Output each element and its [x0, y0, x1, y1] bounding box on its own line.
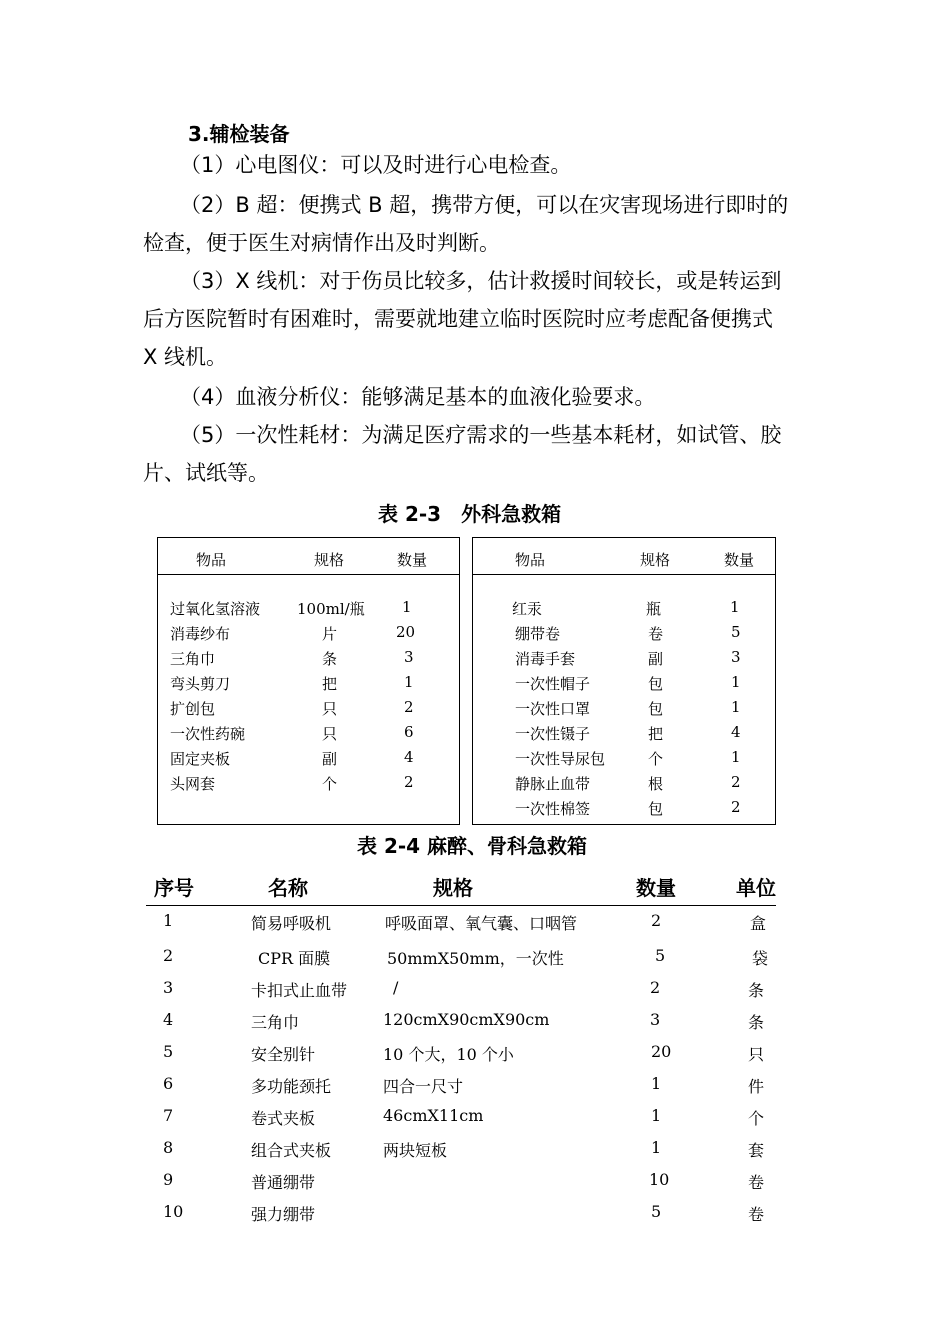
table24-row-spec: 呼吸面罩、氧气囊、口咽管: [385, 914, 578, 933]
table24-header-rule: [146, 905, 776, 906]
table24-row-spec: 50mmX50mm，一次性: [387, 949, 564, 968]
table23-right-row-qty: 1: [730, 598, 740, 616]
table24-row-no: 2: [163, 946, 174, 965]
table24-row-name: 普通绷带: [251, 1173, 316, 1192]
table24-row-name: 多功能颈托: [251, 1077, 332, 1096]
table24-row-no: 8: [163, 1138, 174, 1157]
table23-right-row-spec: 包: [648, 700, 664, 718]
table24-header-qty: 数量: [636, 876, 676, 900]
table23-left-row-qty: 20: [396, 623, 416, 641]
table24-row-spec: 10 个大，10 个小: [383, 1045, 514, 1064]
table23-left-row-name: 扩创包: [170, 700, 216, 718]
table24-row-spec: 两块短板: [383, 1141, 448, 1160]
table23-title: 表 2-3 外科急救箱: [378, 502, 562, 526]
table23-left-row-name: 过氧化氢溶液: [170, 600, 261, 618]
table23-left-row-qty: 1: [404, 673, 414, 691]
table24-row-qty: 10: [649, 1170, 670, 1189]
table23-right-row-spec: 瓶: [646, 600, 662, 618]
table24-row-spec: 120cmX90cmX90cm: [383, 1010, 550, 1029]
table24-row-unit: 卷: [748, 1205, 765, 1224]
table23-right-row-name: 一次性棉签: [515, 800, 591, 818]
table24-row-spec: 四合一尺寸: [383, 1077, 464, 1096]
table23-right-row-name: 绷带卷: [515, 625, 561, 643]
table24-header-unit: 单位: [736, 876, 776, 900]
table23-right-header-item: 物品: [515, 551, 546, 569]
table24-row-qty: 2: [650, 978, 661, 997]
table23-left-header-spec: 规格: [314, 551, 345, 569]
table23-right-row-spec: 个: [648, 750, 664, 768]
table23-left-header-rule: [157, 574, 460, 575]
table24-row-name: 卷式夹板: [251, 1109, 316, 1128]
table24-row-unit: 盒: [750, 914, 767, 933]
table23-right-row-name: 一次性帽子: [515, 675, 591, 693]
table24-row-qty: 1: [651, 1074, 662, 1093]
table23-left-row-name: 三角巾: [170, 650, 216, 668]
table24-header-no: 序号: [154, 876, 194, 900]
item-1-line-1: （1）心电图仪：可以及时进行心电检查。: [180, 153, 572, 177]
table24-row-no: 3: [163, 978, 174, 997]
table23-left-row-name: 头网套: [170, 775, 216, 793]
table24-header-spec: 规格: [433, 876, 473, 900]
table24-row-qty: 1: [651, 1138, 662, 1157]
table23-right-row-qty: 1: [731, 748, 741, 766]
table23-left-row-qty: 2: [404, 698, 414, 716]
table23-right-row-name: 静脉止血带: [515, 775, 591, 793]
table23-left-row-spec: 片: [322, 625, 338, 643]
item-5-line-2: 片、试纸等。: [143, 461, 269, 485]
table24-row-unit: 袋: [752, 949, 769, 968]
table23-right-row-qty: 2: [731, 773, 741, 791]
table24-row-no: 7: [163, 1106, 174, 1125]
table24-header-name: 名称: [268, 876, 308, 900]
table24-row-name: 强力绷带: [251, 1205, 316, 1224]
table23-right-row-name: 一次性导尿包: [515, 750, 606, 768]
table24-row-qty: 20: [651, 1042, 672, 1061]
table24-row-name: 三角巾: [251, 1013, 300, 1032]
item-4-line-1: （4）血液分析仪：能够满足基本的血液化验要求。: [180, 385, 656, 409]
table23-left-row-qty: 3: [404, 648, 414, 666]
table23-right-row-spec: 包: [648, 675, 664, 693]
table23-right-row-name: 红汞: [512, 600, 543, 618]
table23-right-row-qty: 1: [731, 673, 741, 691]
table23-left-row-spec: 100ml/瓶: [297, 600, 365, 618]
table24-row-no: 5: [163, 1042, 174, 1061]
table24-row-no: 10: [163, 1202, 184, 1221]
table23-right-row-name: 一次性口罩: [515, 700, 591, 718]
table24-row-qty: 5: [655, 946, 666, 965]
table23-left-row-qty: 6: [404, 723, 414, 741]
table24-row-qty: 1: [651, 1106, 662, 1125]
table24-row-no: 4: [163, 1010, 174, 1029]
table24-row-unit: 条: [748, 981, 765, 1000]
table23-left-row-spec: 条: [322, 650, 338, 668]
table24-row-spec: 46cmX11cm: [383, 1106, 484, 1125]
table24-row-name: 简易呼吸机: [251, 914, 332, 933]
table24-row-unit: 套: [748, 1141, 765, 1160]
table23-left-header-qty: 数量: [397, 551, 428, 569]
table24-row-unit: 个: [748, 1109, 765, 1128]
table23-right-header-qty: 数量: [724, 551, 755, 569]
item-2-line-1: （2）B 超：便携式 B 超，携带方便，可以在灾害现场进行即时的: [180, 193, 789, 217]
table24-row-unit: 只: [748, 1045, 765, 1064]
table24-row-name: 组合式夹板: [251, 1141, 332, 1160]
table23-right-row-name: 消毒手套: [515, 650, 576, 668]
item-3-line-2: 后方医院暂时有困难时，需要就地建立临时医院时应考虑配备便携式: [143, 307, 773, 331]
table23-left-row-spec: 把: [322, 675, 338, 693]
table23-left-row-name: 一次性药碗: [170, 725, 246, 743]
table23-right-row-spec: 根: [648, 775, 664, 793]
table23-right-row-spec: 卷: [648, 625, 664, 643]
table23-right-row-spec: 包: [648, 800, 664, 818]
table23-left-row-qty: 4: [404, 748, 414, 766]
table24-row-unit: 条: [748, 1013, 765, 1032]
table24-row-qty: 5: [651, 1202, 662, 1221]
section-heading: 3.辅检装备: [188, 122, 290, 146]
item-3-line-1: （3）X 线机：对于伤员比较多，估计救援时间较长，或是转运到: [180, 269, 782, 293]
table23-left-row-qty: 1: [402, 598, 412, 616]
table24-row-no: 6: [163, 1074, 174, 1093]
table23-right-header-spec: 规格: [640, 551, 671, 569]
table24-row-unit: 卷: [748, 1173, 765, 1192]
table23-left-row-spec: 个: [322, 775, 338, 793]
table24-title: 表 2-4 麻醉、骨科急救箱: [357, 834, 588, 858]
table23-right-row-spec: 把: [648, 725, 664, 743]
table24-row-no: 9: [163, 1170, 174, 1189]
table23-right-row-qty: 5: [731, 623, 741, 641]
table24-row-spec: /: [393, 978, 399, 997]
table23-left-row-name: 消毒纱布: [170, 625, 231, 643]
table24-row-qty: 3: [650, 1010, 661, 1029]
table24-row-name: CPR 面膜: [258, 949, 331, 968]
table23-right-row-spec: 副: [648, 650, 664, 668]
table23-right-row-qty: 4: [731, 723, 741, 741]
table23-left-row-spec: 副: [322, 750, 338, 768]
table23-right-row-qty: 2: [731, 798, 741, 816]
table23-right-row-qty: 1: [731, 698, 741, 716]
table24-row-name: 安全别针: [251, 1045, 316, 1064]
table23-left-row-spec: 只: [322, 700, 338, 718]
table23-left-row-name: 弯头剪刀: [170, 675, 231, 693]
item-3-line-3: X 线机。: [143, 345, 228, 369]
table24-row-name: 卡扣式止血带: [251, 981, 348, 1000]
table23-left-row-name: 固定夹板: [170, 750, 231, 768]
item-2-line-2: 检查，便于医生对病情作出及时判断。: [143, 231, 500, 255]
table23-left-row-qty: 2: [404, 773, 414, 791]
table23-right-header-rule: [472, 574, 776, 575]
table23-right-row-qty: 3: [731, 648, 741, 666]
table24-row-qty: 2: [651, 911, 662, 930]
table23-left-header-item: 物品: [196, 551, 227, 569]
table24-row-no: 1: [163, 911, 174, 930]
table24-row-unit: 件: [748, 1077, 765, 1096]
item-5-line-1: （5）一次性耗材：为满足医疗需求的一些基本耗材，如试管、胶: [180, 423, 782, 447]
table23-right-row-name: 一次性镊子: [515, 725, 591, 743]
table23-left-row-spec: 只: [322, 725, 338, 743]
